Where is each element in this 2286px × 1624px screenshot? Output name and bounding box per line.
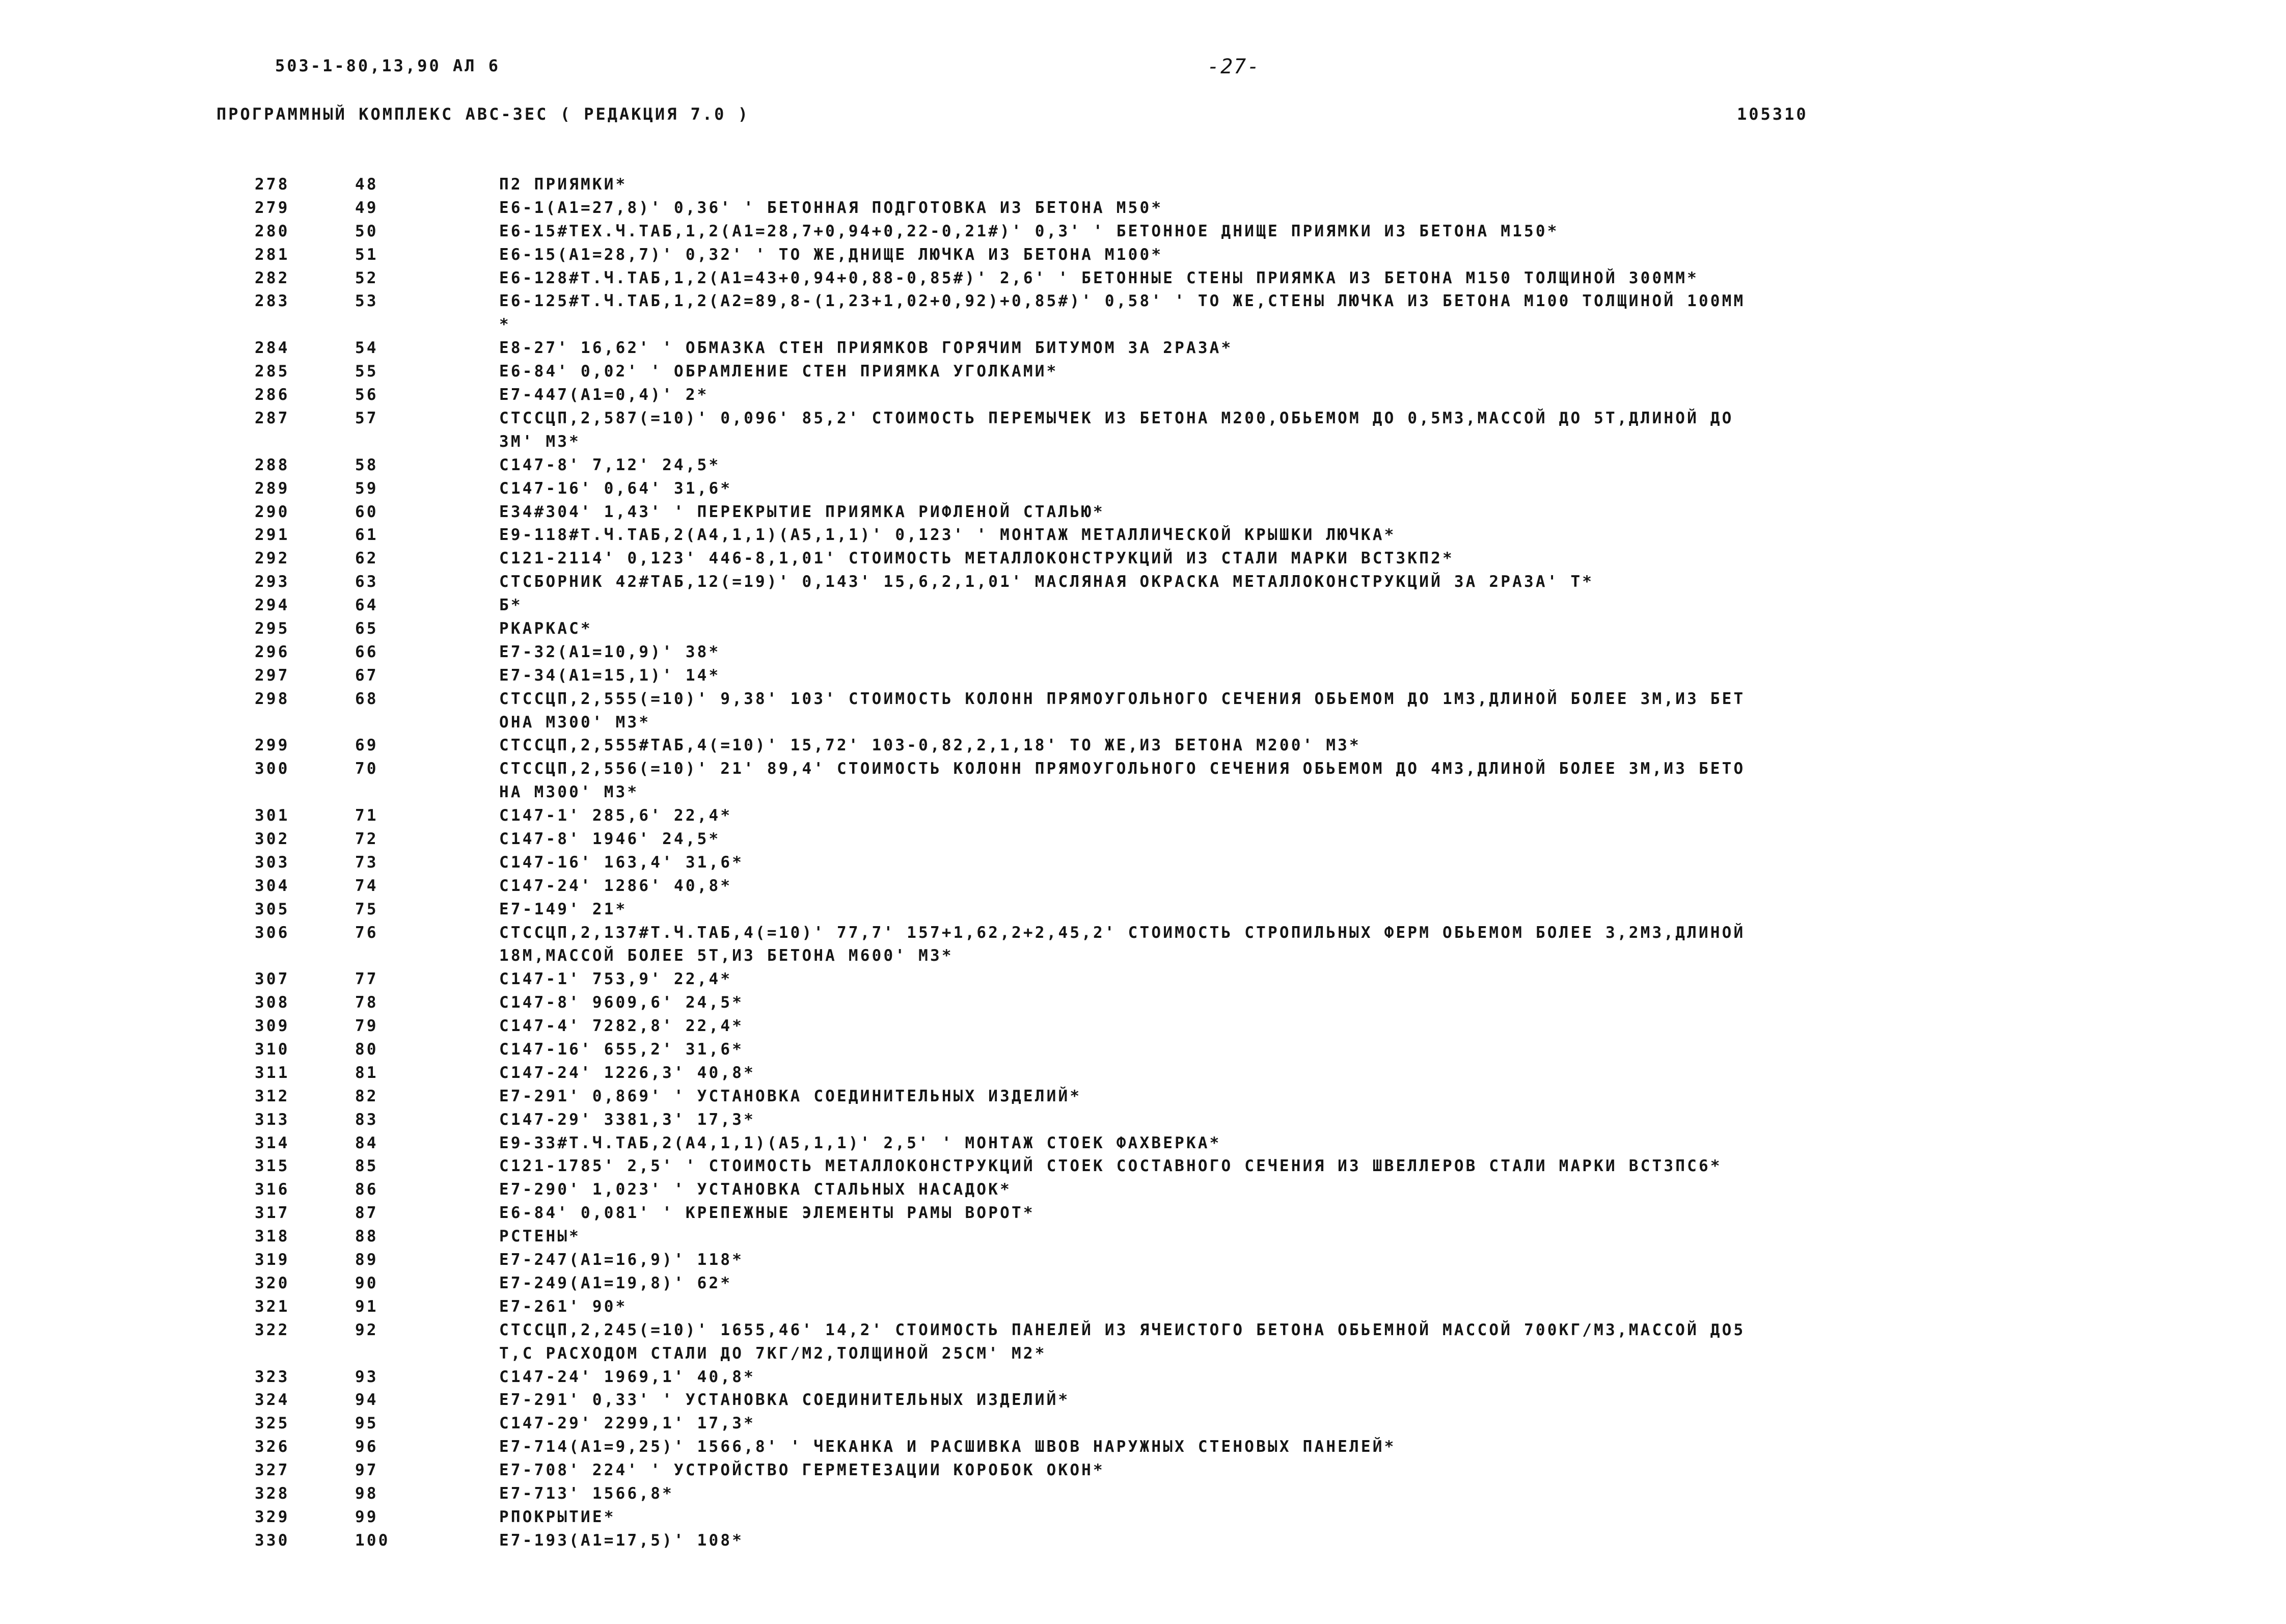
statement-number: 52 xyxy=(355,268,378,287)
statement-number: 91 xyxy=(355,1297,378,1316)
table-row xyxy=(0,1272,2286,1295)
statement-number: 68 xyxy=(355,689,378,708)
table-row xyxy=(0,547,2286,571)
table-row xyxy=(0,1178,2286,1202)
statement-text: Е7-249(А1=19,8)' 62* xyxy=(499,1274,732,1292)
statement-number: 99 xyxy=(355,1507,378,1526)
statement-text: С147-16' 655,2' 31,6* xyxy=(499,1040,744,1059)
line-number: 315 xyxy=(255,1157,290,1176)
statement-number: 85 xyxy=(355,1157,378,1176)
statement-text: Е7-32(А1=10,9)' 38* xyxy=(499,642,721,661)
statement-text: С147-29' 2299,1' 17,3* xyxy=(499,1414,755,1433)
table-row xyxy=(0,851,2286,875)
table-row xyxy=(0,571,2286,594)
statement-text: С121-1785' 2,5' ' СТОИМОСТЬ МЕТАЛЛОКОНСТРУКЦИЙ СТОЕК СОСТАВНОГО СЕЧЕНИЯ ИЗ ШВЕЛЛЕРОВ СТАЛИ МАРКИ ВСТ3ПС6* xyxy=(499,1157,1722,1176)
statement-text: С147-1' 285,6' 22,4* xyxy=(499,806,732,825)
line-number: 321 xyxy=(255,1297,290,1316)
statement-text: СТССЦП,2,555(=10)' 9,38' 103' СТОИМОСТЬ КОЛОНН ПРЯМОУГОЛЬНОГО СЕЧЕНИЯ ОБЬЕМОМ ДО 1М3,ДЛИНОЙ БОЛЕЕ 3М,ИЗ БЕТ xyxy=(499,689,1746,708)
statement-text: СТССЦП,2,556(=10)' 21' 89,4' СТОИМОСТЬ КОЛОНН ПРЯМОУГОЛЬНОГО СЕЧЕНИЯ ОБЬЕМОМ ДО 4М3,ДЛИНОЙ БОЛЕЕ 3М,ИЗ БЕТО xyxy=(499,760,1746,778)
line-number: 304 xyxy=(255,876,290,895)
statement-number: 49 xyxy=(355,198,378,217)
statement-text: С121-2114' 0,123' 446-8,1,01' СТОИМОСТЬ МЕТАЛЛОКОНСТРУКЦИЙ ИЗ СТАЛИ МАРКИ ВСТ3КП2* xyxy=(499,549,1454,568)
table-row xyxy=(0,1412,2286,1436)
statement-number: 100 xyxy=(355,1531,390,1550)
document-code: 503-1-80,13,90 АЛ 6 xyxy=(275,56,501,75)
table-row xyxy=(0,1015,2286,1038)
line-number: 293 xyxy=(255,573,290,591)
statement-number: 63 xyxy=(355,573,378,591)
statement-number: 69 xyxy=(355,736,378,755)
statement-text: СТССЦП,2,245(=10)' 1655,46' 14,2' СТОИМОСТЬ ПАНЕЛЕЙ ИЗ ЯЧЕИСТОГО БЕТОНА ОБЬЕМНОЙ МАССОЙ 700КГ/М3,МАССОЙ ДО5 xyxy=(499,1320,1746,1339)
table-row xyxy=(0,1155,2286,1178)
listing xyxy=(0,173,2286,1553)
statement-number: 71 xyxy=(355,806,378,825)
table-row xyxy=(0,991,2286,1015)
line-number: 328 xyxy=(255,1484,290,1503)
statement-text: С147-16' 0,64' 31,6* xyxy=(499,479,732,498)
statement-number: 64 xyxy=(355,596,378,615)
table-row xyxy=(0,968,2286,991)
line-number: 325 xyxy=(255,1414,290,1433)
statement-number: 88 xyxy=(355,1227,378,1246)
statement-text: С147-8' 9609,6' 24,5* xyxy=(499,993,744,1012)
statement-number: 93 xyxy=(355,1367,378,1386)
line-number: 290 xyxy=(255,502,290,521)
line-number: 292 xyxy=(255,549,290,568)
table-row xyxy=(0,454,2286,477)
statement-text: Е7-193(А1=17,5)' 108* xyxy=(499,1531,744,1550)
table-row xyxy=(0,617,2286,641)
table-row xyxy=(0,360,2286,384)
line-number: 316 xyxy=(255,1180,290,1199)
line-number: 329 xyxy=(255,1507,290,1526)
statement-number: 67 xyxy=(355,666,378,685)
line-number: 322 xyxy=(255,1320,290,1339)
statement-number: 53 xyxy=(355,292,378,311)
statement-text: Е7-714(А1=9,25)' 1566,8' ' ЧЕКАНКА И РАСШИВКА ШВОВ НАРУЖНЫХ СТЕНОВЫХ ПАНЕЛЕЙ* xyxy=(499,1438,1396,1456)
table-row xyxy=(0,1085,2286,1108)
program-title: ПРОГРАММНЫЙ КОМПЛЕКС АВС-3ЕС ( РЕДАКЦИЯ 7.0 ) xyxy=(216,104,750,124)
statement-text: Е6-128#Т.Ч.ТАБ,1,2(А1=43+0,94+0,88-0,85#)' 2,6' ' БЕТОННЫЕ СТЕНЫ ПРИЯМКА ИЗ БЕТОНА М150 ТОЛЩИНОЙ 300ММ* xyxy=(499,268,1699,287)
line-number: 300 xyxy=(255,760,290,778)
statement-number: 50 xyxy=(355,222,378,240)
statement-number: 73 xyxy=(355,853,378,872)
line-number: 291 xyxy=(255,526,290,545)
statement-text: СТССЦП,2,587(=10)' 0,096' 85,2' СТОИМОСТЬ ПЕРЕМЫЧЕК ИЗ БЕТОНА М200,ОБЬЕМОМ ДО 0,5М3,МАССОЙ ДО 5Т,ДЛИНОЙ ДО xyxy=(499,409,1734,427)
line-number: 303 xyxy=(255,853,290,872)
statement-text: Е7-291' 0,33' ' УСТАНОВКА СОЕДИНИТЕЛЬНЫХ ИЗДЕЛИЙ* xyxy=(499,1391,1070,1410)
line-number: 301 xyxy=(255,806,290,825)
statement-text: С147-8' 1946' 24,5* xyxy=(499,830,721,848)
statement-number: 66 xyxy=(355,642,378,661)
table-row xyxy=(0,688,2286,735)
statement-text: С147-29' 3381,3' 17,3* xyxy=(499,1110,755,1129)
statement-text: С147-24' 1226,3' 40,8* xyxy=(499,1063,755,1082)
line-number: 306 xyxy=(255,923,290,942)
line-number: 282 xyxy=(255,268,290,287)
statement-number: 98 xyxy=(355,1484,378,1503)
statement-number: 59 xyxy=(355,479,378,498)
statement-text: Е7-149' 21* xyxy=(499,900,628,918)
line-number: 320 xyxy=(255,1274,290,1292)
statement-number: 80 xyxy=(355,1040,378,1059)
table-row xyxy=(0,828,2286,851)
statement-text: Е7-290' 1,023' ' УСТАНОВКА СТАЛЬНЫХ НАСАДОК* xyxy=(499,1180,1012,1199)
table-row xyxy=(0,267,2286,290)
table-row xyxy=(0,1366,2286,1389)
line-number: 317 xyxy=(255,1204,290,1223)
line-number: 310 xyxy=(255,1040,290,1059)
table-row xyxy=(0,1529,2286,1553)
statement-text: Е6-125#Т.Ч.ТАБ,1,2(А2=89,8-(1,23+1,02+0,92)+0,85#)' 0,58' ' ТО ЖЕ,СТЕНЫ ЛЮЧКА ИЗ БЕТОНА М100 ТОЛЩИНОЙ 100ММ xyxy=(499,292,1746,311)
line-number: 280 xyxy=(255,222,290,240)
statement-text: Е6-15#ТЕХ.Ч.ТАБ,1,2(А1=28,7+0,94+0,22-0,21#)' 0,3' ' БЕТОННОЕ ДНИЩЕ ПРИЯМКИ ИЗ БЕТОНА М150* xyxy=(499,222,1559,240)
line-number: 295 xyxy=(255,619,290,638)
table-row xyxy=(0,1249,2286,1272)
table-row xyxy=(0,524,2286,547)
statement-text: Е7-291' 0,869' ' УСТАНОВКА СОЕДИНИТЕЛЬНЫХ ИЗДЕЛИЙ* xyxy=(499,1087,1082,1105)
statement-text: Е8-27' 16,62' ' ОБМАЗКА СТЕН ПРИЯМКОВ ГОРЯЧИМ БИТУМОМ ЗА 2РАЗА* xyxy=(499,339,1233,358)
statement-number: 48 xyxy=(355,175,378,194)
statement-text: Е7-447(А1=0,4)' 2* xyxy=(499,386,709,404)
line-number: 283 xyxy=(255,292,290,311)
line-number: 323 xyxy=(255,1367,290,1386)
line-number: 298 xyxy=(255,689,290,708)
line-number: 297 xyxy=(255,666,290,685)
line-number: 281 xyxy=(255,245,290,264)
table-row xyxy=(0,1436,2286,1459)
table-row xyxy=(0,243,2286,267)
statement-text: СТССЦП,2,555#ТАБ,4(=10)' 15,72' 103-0,82,2,1,18' ТО ЖЕ,ИЗ БЕТОНА М200' М3* xyxy=(499,736,1361,755)
statement-text: РПОКРЫТИЕ* xyxy=(499,1507,616,1526)
statement-text: Е6-84' 0,081' ' КРЕПЕЖНЫЕ ЭЛЕМЕНТЫ РАМЫ ВОРОТ* xyxy=(499,1204,1035,1223)
statement-text: Е9-33#Т.Ч.ТАБ,2(А4,1,1)(А5,1,1)' 2,5' ' МОНТАЖ СТОЕК ФАХВЕРКА* xyxy=(499,1133,1221,1152)
statement-number: 92 xyxy=(355,1320,378,1339)
line-number: 314 xyxy=(255,1133,290,1152)
statement-number: 76 xyxy=(355,923,378,942)
statement-text: Е6-1(А1=27,8)' 0,36' ' БЕТОННАЯ ПОДГОТОВКА ИЗ БЕТОНА М50* xyxy=(499,198,1163,217)
statement-number: 51 xyxy=(355,245,378,264)
table-row xyxy=(0,898,2286,922)
statement-number: 86 xyxy=(355,1180,378,1199)
statement-continuation: НА М300' М3* xyxy=(499,783,639,802)
line-number: 326 xyxy=(255,1438,290,1456)
statement-number: 74 xyxy=(355,876,378,895)
line-number: 307 xyxy=(255,970,290,989)
line-number: 324 xyxy=(255,1391,290,1410)
table-row xyxy=(0,501,2286,524)
table-row xyxy=(0,734,2286,757)
statement-text: Е7-708' 224' ' УСТРОЙСТВО ГЕРМЕТЕЗАЦИИ КОРОБОК ОКОН* xyxy=(499,1461,1105,1480)
statement-number: 97 xyxy=(355,1461,378,1480)
statement-text: Е9-118#Т.Ч.ТАБ,2(А4,1,1)(А5,1,1)' 0,123' ' МОНТАЖ МЕТАЛЛИЧЕСКОЙ КРЫШКИ ЛЮЧКА* xyxy=(499,526,1396,545)
statement-text: Б* xyxy=(499,596,523,615)
line-number: 284 xyxy=(255,339,290,358)
table-row xyxy=(0,1038,2286,1062)
line-number: 285 xyxy=(255,362,290,381)
line-number: 287 xyxy=(255,409,290,427)
statement-number: 77 xyxy=(355,970,378,989)
table-row xyxy=(0,477,2286,501)
table-row xyxy=(0,1319,2286,1366)
statement-continuation: Т,С РАСХОДОМ СТАЛИ ДО 7КГ/М2,ТОЛЩИНОЙ 25СМ' М2* xyxy=(499,1344,1047,1363)
table-row xyxy=(0,1062,2286,1085)
line-number: 318 xyxy=(255,1227,290,1246)
table-row xyxy=(0,804,2286,828)
table-row xyxy=(0,384,2286,407)
statement-number: 82 xyxy=(355,1087,378,1105)
statement-text: С147-16' 163,4' 31,6* xyxy=(499,853,744,872)
statement-text: С147-1' 753,9' 22,4* xyxy=(499,970,732,989)
statement-number: 75 xyxy=(355,900,378,918)
statement-number: 81 xyxy=(355,1063,378,1082)
table-row xyxy=(0,173,2286,197)
line-number: 312 xyxy=(255,1087,290,1105)
table-row xyxy=(0,641,2286,664)
statement-text: РСТЕНЫ* xyxy=(499,1227,581,1246)
statement-text: Е7-713' 1566,8* xyxy=(499,1484,674,1503)
table-row xyxy=(0,1225,2286,1249)
line-number: 309 xyxy=(255,1017,290,1036)
table-row xyxy=(0,664,2286,688)
statement-number: 54 xyxy=(355,339,378,358)
statement-text: СТСБОРНИК 42#ТАБ,12(=19)' 0,143' 15,6,2,1,01' МАСЛЯНАЯ ОКРАСКА МЕТАЛЛОКОНСТРУКЦИЙ ЗА 2РАЗА' Т* xyxy=(499,573,1594,591)
statement-text: Е6-15(А1=28,7)' 0,32' ' ТО ЖЕ,ДНИЩЕ ЛЮЧКА ИЗ БЕТОНА М100* xyxy=(499,245,1163,264)
statement-number: 79 xyxy=(355,1017,378,1036)
table-row xyxy=(0,1389,2286,1412)
statement-text: Е7-261' 90* xyxy=(499,1297,628,1316)
line-number: 278 xyxy=(255,175,290,194)
statement-number: 57 xyxy=(355,409,378,427)
statement-continuation: * xyxy=(499,315,511,334)
table-row xyxy=(0,1202,2286,1225)
page-number: -27- xyxy=(1207,55,1261,78)
statement-text: РКАРКАС* xyxy=(499,619,592,638)
line-number: 313 xyxy=(255,1110,290,1129)
statement-text: С147-4' 7282,8' 22,4* xyxy=(499,1017,744,1036)
statement-number: 95 xyxy=(355,1414,378,1433)
statement-number: 94 xyxy=(355,1391,378,1410)
statement-text: Е7-247(А1=16,9)' 118* xyxy=(499,1251,744,1269)
table-row xyxy=(0,407,2286,454)
statement-text: СТССЦП,2,137#Т.Ч.ТАБ,4(=10)' 77,7' 157+1,62,2+2,45,2' СТОИМОСТЬ СТРОПИЛЬНЫХ ФЕРМ ОБЬЕМОМ БОЛЕЕ 3,2М3,ДЛИНОЙ xyxy=(499,923,1746,942)
statement-continuation: 18М,МАССОЙ БОЛЕЕ 5Т,ИЗ БЕТОНА М600' М3* xyxy=(499,946,954,965)
statement-number: 62 xyxy=(355,549,378,568)
statement-number: 55 xyxy=(355,362,378,381)
table-row xyxy=(0,1459,2286,1482)
table-row xyxy=(0,1108,2286,1132)
line-number: 327 xyxy=(255,1461,290,1480)
line-number: 299 xyxy=(255,736,290,755)
statement-number: 87 xyxy=(355,1204,378,1223)
line-number: 319 xyxy=(255,1251,290,1269)
statement-number: 70 xyxy=(355,760,378,778)
statement-number: 61 xyxy=(355,526,378,545)
table-row xyxy=(0,1482,2286,1506)
table-row xyxy=(0,1132,2286,1155)
table-row xyxy=(0,1295,2286,1319)
table-row xyxy=(0,220,2286,243)
statement-text: Е7-34(А1=15,1)' 14* xyxy=(499,666,721,685)
statement-number: 58 xyxy=(355,455,378,474)
line-number: 311 xyxy=(255,1063,290,1082)
statement-number: 60 xyxy=(355,502,378,521)
statement-number: 89 xyxy=(355,1251,378,1269)
line-number: 286 xyxy=(255,386,290,404)
statement-number: 56 xyxy=(355,386,378,404)
statement-continuation: 3М' М3* xyxy=(499,432,581,451)
statement-text: С147-24' 1286' 40,8* xyxy=(499,876,732,895)
table-row xyxy=(0,875,2286,898)
statement-number: 84 xyxy=(355,1133,378,1152)
table-row xyxy=(0,290,2286,337)
statement-text: Е6-84' 0,02' ' ОБРАМЛЕНИЕ СТЕН ПРИЯМКА УГОЛКАМИ* xyxy=(499,362,1058,381)
line-number: 279 xyxy=(255,198,290,217)
statement-continuation: ОНА М300' М3* xyxy=(499,713,651,732)
line-number: 294 xyxy=(255,596,290,615)
statement-text: С147-8' 7,12' 24,5* xyxy=(499,455,721,474)
table-row xyxy=(0,337,2286,360)
table-row xyxy=(0,757,2286,804)
statement-number: 96 xyxy=(355,1438,378,1456)
statement-number: 65 xyxy=(355,619,378,638)
table-row xyxy=(0,197,2286,220)
statement-number: 83 xyxy=(355,1110,378,1129)
statement-text: С147-24' 1969,1' 40,8* xyxy=(499,1367,755,1386)
statement-number: 78 xyxy=(355,993,378,1012)
statement-text: П2 ПРИЯМКИ* xyxy=(499,175,628,194)
table-row xyxy=(0,594,2286,617)
table-row xyxy=(0,922,2286,968)
line-number: 308 xyxy=(255,993,290,1012)
statement-number: 72 xyxy=(355,830,378,848)
line-number: 302 xyxy=(255,830,290,848)
line-number: 296 xyxy=(255,642,290,661)
line-number: 288 xyxy=(255,455,290,474)
statement-text: Е34#304' 1,43' ' ПЕРЕКРЫТИЕ ПРИЯМКА РИФЛЕНОЙ СТАЛЬЮ* xyxy=(499,502,1105,521)
line-number: 305 xyxy=(255,900,290,918)
line-number: 330 xyxy=(255,1531,290,1550)
statement-number: 90 xyxy=(355,1274,378,1292)
document-id: 105310 xyxy=(1737,104,1808,124)
table-row xyxy=(0,1506,2286,1529)
line-number: 289 xyxy=(255,479,290,498)
